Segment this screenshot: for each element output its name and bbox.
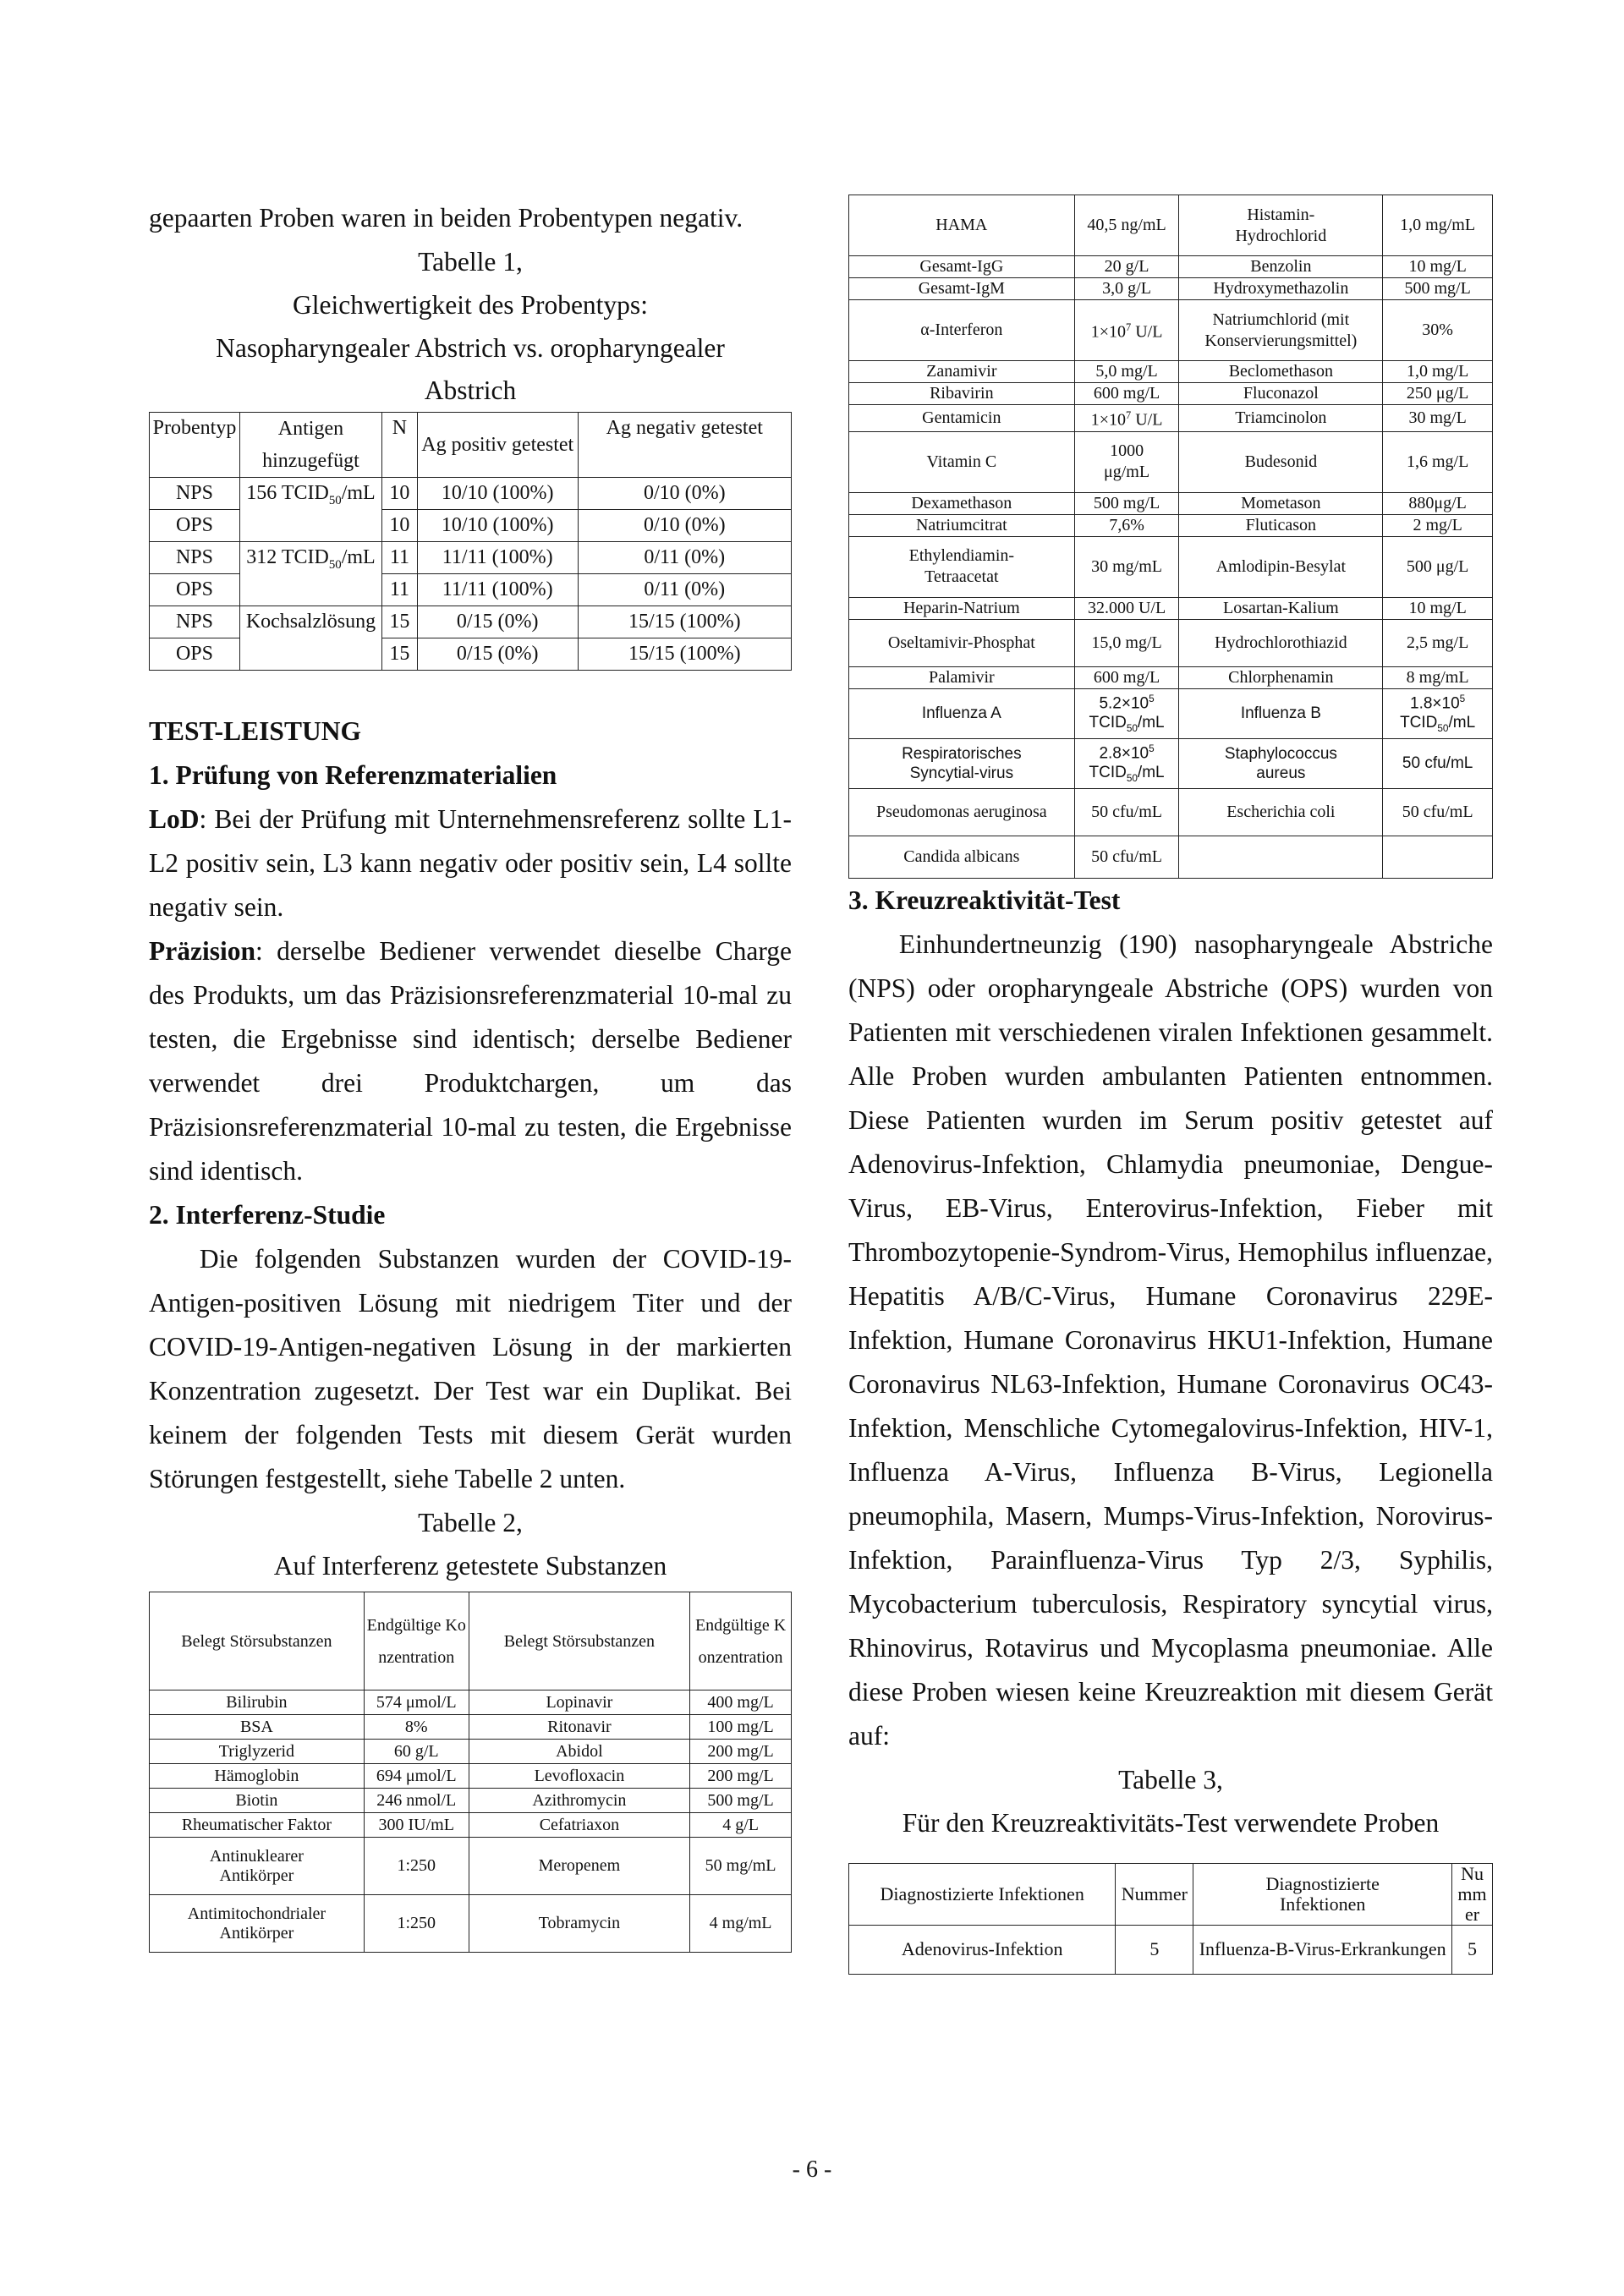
- cell: Meropenem: [469, 1838, 690, 1895]
- value: 2.8×10: [1099, 744, 1149, 763]
- subsection-title: 1. Prüfung von Referenzmaterialien: [149, 760, 557, 790]
- value: 1×10: [1090, 410, 1126, 430]
- cell: 5: [1116, 1925, 1193, 1974]
- lod-paragraph: [149, 797, 792, 929]
- sub-50: 50: [328, 557, 342, 572]
- cell: Antimitochondrialer Antikörper: [150, 1895, 365, 1953]
- lod-text: : Bei der Prüfung mit Unternehmensreferenz sollte L1-L2 positiv sein, L3 kann negativ oder positiv sein, L4 sollte negativ sein.: [149, 804, 792, 922]
- cell: HAMA: [849, 195, 1075, 256]
- caption-line: Gleichwertigkeit des Probentyps:: [293, 290, 648, 320]
- cell: [1074, 405, 1179, 432]
- cell: 1000 μg/mL: [1074, 431, 1179, 492]
- right-column: [848, 195, 1493, 1975]
- cell: OPS: [150, 638, 240, 671]
- cell: NPS: [150, 606, 240, 638]
- cell: 100 mg/L: [690, 1715, 792, 1740]
- table-row: [150, 1838, 792, 1895]
- cell: Gentamicin: [849, 405, 1075, 432]
- header-cell: Diagnostizierte Infektionen: [849, 1863, 1116, 1925]
- cell: 50 cfu/mL: [1074, 788, 1179, 836]
- cell: 0/11 (0%): [578, 574, 791, 606]
- precision-text: : derselbe Bediener verwendet dieselbe Charge des Produkts, um das Präzisionsreferenzmaterial 10-mal zu testen, die Ergebnisse sind identisch; derselbe Bediener verwendet drei Produktchargen, um das Präzisionsreferenzmaterial 10-mal zu testen, die Ergebnisse sind identisch.: [149, 936, 792, 1186]
- cell: 10: [381, 510, 417, 542]
- cell: Dexamethason: [849, 492, 1075, 514]
- cell: Vitamin C: [849, 431, 1075, 492]
- cell: 250 μg/L: [1383, 383, 1493, 405]
- cell: 0/15 (0%): [417, 606, 578, 638]
- table-row: [849, 666, 1493, 688]
- cell: 1:250: [364, 1838, 469, 1895]
- cell: Beclomethason: [1179, 361, 1383, 383]
- table-row: [849, 195, 1493, 256]
- sub-50: 50: [1126, 772, 1138, 784]
- sub-50: 50: [1126, 722, 1138, 734]
- cell: 2 mg/L: [1383, 514, 1493, 536]
- cell: 30 mg/mL: [1074, 536, 1179, 597]
- cell: [1383, 688, 1493, 738]
- table-row: [849, 492, 1493, 514]
- cell: Benzolin: [1179, 256, 1383, 278]
- cell: 500 mg/L: [690, 1789, 792, 1813]
- unit: /mL: [341, 546, 376, 568]
- cell: 15: [381, 638, 417, 671]
- cell: Fluconazol: [1179, 383, 1383, 405]
- unit: TCID: [1089, 713, 1127, 732]
- cell: [1074, 300, 1179, 361]
- cell: 32.000 U/L: [1074, 597, 1179, 619]
- cell: 600 mg/L: [1074, 383, 1179, 405]
- cell: 0/15 (0%): [417, 638, 578, 671]
- cell: Natriumchlorid (mit Konservierungsmittel): [1179, 300, 1383, 361]
- cell: 600 mg/L: [1074, 666, 1179, 688]
- table-row: [150, 1813, 792, 1838]
- unit: /mL: [1137, 764, 1165, 782]
- table-row: [849, 405, 1493, 432]
- unit: TCID: [1400, 713, 1438, 732]
- table-row: [150, 478, 792, 510]
- table-row: [150, 1764, 792, 1789]
- cell: 2,5 mg/L: [1383, 619, 1493, 666]
- intro-paragraph: gepaarten Proben waren in beiden Probentypen negativ.: [149, 203, 743, 233]
- table3: [848, 1863, 1493, 1975]
- header-cell: Endgültige Konzentration: [690, 1592, 792, 1690]
- table-row: [849, 300, 1493, 361]
- sub-50: 50: [328, 493, 342, 507]
- cell: Losartan-Kalium: [1179, 597, 1383, 619]
- table-row: [150, 1715, 792, 1740]
- header-cell: N: [381, 413, 417, 478]
- cell: 400 mg/L: [690, 1690, 792, 1715]
- table2-continued: [848, 195, 1493, 879]
- cell: Biotin: [150, 1789, 365, 1813]
- header-cell: Endgültige Konzentration: [364, 1592, 469, 1690]
- cell: α-Interferon: [849, 300, 1075, 361]
- cell: Adenovirus-Infektion: [849, 1925, 1116, 1974]
- cell: 15/15 (100%): [578, 606, 791, 638]
- cell: Hydroxymethazolin: [1179, 278, 1383, 300]
- sub-50: 50: [1437, 722, 1449, 734]
- unit: TCID: [1089, 764, 1127, 782]
- cell: Levofloxacin: [469, 1764, 690, 1789]
- table-row: [849, 1925, 1493, 1974]
- exponent: 5: [1149, 743, 1155, 754]
- cell: 50 cfu/mL: [1383, 788, 1493, 836]
- subsection-title: 2. Interferenz-Studie: [149, 1200, 386, 1230]
- cell: 5: [1452, 1925, 1493, 1974]
- cell: 246 nmol/L: [364, 1789, 469, 1813]
- antigen-cell: Kochsalzlösung: [239, 606, 381, 671]
- precision-paragraph: [149, 929, 792, 1193]
- table-row: [849, 536, 1493, 597]
- antigen-cell: [239, 542, 381, 606]
- header-cell: Probentyp: [150, 413, 240, 478]
- value: 1×10: [1090, 322, 1126, 342]
- cell: 0/10 (0%): [578, 478, 791, 510]
- table-row: [849, 361, 1493, 383]
- cell: Gesamt-IgM: [849, 278, 1075, 300]
- table1-caption: [149, 240, 792, 412]
- cell: Bilirubin: [150, 1690, 365, 1715]
- cell: 8%: [364, 1715, 469, 1740]
- table3-caption: Für den Kreuzreaktivitäts-Test verwendete Proben: [902, 1807, 1440, 1838]
- cell: Ribavirin: [849, 383, 1075, 405]
- cell: 11: [381, 574, 417, 606]
- table-header-row: [150, 413, 792, 478]
- cell: 1:250: [364, 1895, 469, 1953]
- cell: Pseudomonas aeruginosa: [849, 788, 1075, 836]
- cell: Triglyzerid: [150, 1740, 365, 1764]
- cell: Oseltamivir-Phosphat: [849, 619, 1075, 666]
- table-header-row: [150, 1592, 792, 1690]
- cell: OPS: [150, 510, 240, 542]
- cell: 3,0 g/L: [1074, 278, 1179, 300]
- cell: NPS: [150, 542, 240, 574]
- cell: 300 IU/mL: [364, 1813, 469, 1838]
- cell: Ritonavir: [469, 1715, 690, 1740]
- antigen-value: 312 TCID: [246, 546, 329, 568]
- exponent: 7: [1125, 409, 1132, 421]
- cell: 10: [381, 478, 417, 510]
- cell: 0/11 (0%): [578, 542, 791, 574]
- cell: Palamivir: [849, 666, 1075, 688]
- table-row: [849, 514, 1493, 536]
- cell: 1,0 mg/mL: [1383, 195, 1493, 256]
- cell: Zanamivir: [849, 361, 1075, 383]
- cell: 0/10 (0%): [578, 510, 791, 542]
- table-header-row: [849, 1863, 1493, 1925]
- cell: 10/10 (100%): [417, 510, 578, 542]
- cross-reactivity-paragraph: Einhundertneunzig (190) nasopharyngeale Abstriche (NPS) oder oropharyngeale Abstriche (OPS) wurden von Patienten mit verschiedenen viralen Infektionen gesammelt. Alle Proben wurden ambulanten Patienten entnommen. Diese Patienten wurden im Serum positiv getestet auf Adenovirus-Infektion, Chlamydia pneumoniae, Dengue-Virus, EB-Virus, Enterovirus-Infektion, Fieber mit Thrombozytopenie-Syndrom-Virus, Hemophilus influenzae, Hepatitis A/B/C-Virus, Humane Coronavirus 229E-Infektion, Humane Coronavirus HKU1-Infektion, Humane Coronavirus NL63-Infektion, Humane Coronavirus OC43-Infektion, Menschliche Cytomegalovirus-Infektion, HIV-1, Influenza A-Virus, Influenza B-Virus, Legionella pneumophila, Masern, Mumps-Virus-Infektion, Norovirus-Infektion, Parainfluenza-Virus Typ 2/3, Syphilis, Mycobacterium tuberculosis, Respiratory syncytial virus, Rhinovirus, Rotavirus und Mycoplasma pneumoniae. Alle diese Proben wiesen keine Kreuzreaktion mit diesem Gerät auf:: [848, 929, 1493, 1751]
- caption-line: Tabelle 1,: [418, 247, 523, 277]
- empty-cell: [1179, 836, 1383, 878]
- cell: 50 mg/mL: [690, 1838, 792, 1895]
- unit: /mL: [341, 482, 376, 504]
- cell: Azithromycin: [469, 1789, 690, 1813]
- cell: OPS: [150, 574, 240, 606]
- table-row: [849, 431, 1493, 492]
- cell: 10 mg/L: [1383, 256, 1493, 278]
- cell: 7,6%: [1074, 514, 1179, 536]
- cell: Fluticason: [1179, 514, 1383, 536]
- cell: 200 mg/L: [690, 1740, 792, 1764]
- cell: Heparin-Natrium: [849, 597, 1075, 619]
- table-row: [849, 836, 1493, 878]
- cell: Triamcinolon: [1179, 405, 1383, 432]
- interference-paragraph: Die folgenden Substanzen wurden der COVID-19-Antigen-positiven Lösung mit niedrigem Titer und der COVID-19-Antigen-negativen Lösung in der markierten Konzentration zugesetzt. Der Test war ein Duplikat. Bei keinem der folgenden Tests mit diesem Gerät wurden Störungen festgestellt, siehe Tabelle 2 unten.: [149, 1244, 792, 1493]
- table-row: [849, 788, 1493, 836]
- unit: U/L: [1131, 410, 1163, 430]
- cell: 40,5 ng/mL: [1074, 195, 1179, 256]
- cell: Mometason: [1179, 492, 1383, 514]
- cell: Respiratorisches Syncytial-virus: [849, 738, 1075, 788]
- cell: Tobramycin: [469, 1895, 690, 1953]
- cell: 60 g/L: [364, 1740, 469, 1764]
- cell: 574 μmol/L: [364, 1690, 469, 1715]
- cell: Rheumatischer Faktor: [150, 1813, 365, 1838]
- cell: 694 μmol/L: [364, 1764, 469, 1789]
- table-row: [150, 1895, 792, 1953]
- cell: 200 mg/L: [690, 1764, 792, 1789]
- table-row: [849, 619, 1493, 666]
- cell: Histamin-Hydrochlorid: [1179, 195, 1383, 256]
- caption-line: Nasopharyngealer Abstrich vs. oropharyngealer: [216, 333, 725, 363]
- cell: 4 mg/mL: [690, 1895, 792, 1953]
- value: 5.2×10: [1099, 693, 1149, 712]
- exponent: 7: [1125, 321, 1132, 334]
- cell: 15/15 (100%): [578, 638, 791, 671]
- cell: Hämoglobin: [150, 1764, 365, 1789]
- cell: 30%: [1383, 300, 1493, 361]
- exponent: 5: [1149, 693, 1155, 704]
- cell: 30 mg/L: [1383, 405, 1493, 432]
- header-cell: Diagnostizierte Infektionen: [1193, 1863, 1452, 1925]
- table-row: [849, 738, 1493, 788]
- cell: 8 mg/mL: [1383, 666, 1493, 688]
- cell: Candida albicans: [849, 836, 1075, 878]
- table2-caption: Auf Interferenz getestete Substanzen: [273, 1551, 667, 1581]
- section-title: TEST-LEISTUNG: [149, 716, 361, 746]
- table-row: [849, 597, 1493, 619]
- cell: 20 g/L: [1074, 256, 1179, 278]
- cell: 11: [381, 542, 417, 574]
- left-column: [149, 196, 792, 1953]
- cell: 10/10 (100%): [417, 478, 578, 510]
- header-cell: Ag negativ getestet: [578, 413, 791, 478]
- header-cell: Nummer: [1116, 1863, 1193, 1925]
- cell: 5,0 mg/L: [1074, 361, 1179, 383]
- cell: 15: [381, 606, 417, 638]
- header-cell: Antigen hinzugefügt: [239, 413, 381, 478]
- table3-caption: Tabelle 3,: [1118, 1764, 1223, 1795]
- cell: Lopinavir: [469, 1690, 690, 1715]
- exponent: 5: [1459, 693, 1466, 704]
- table-row: [150, 1740, 792, 1764]
- precision-label: Präzision: [149, 936, 255, 966]
- cell: Cefatriaxon: [469, 1813, 690, 1838]
- table-row: [150, 542, 792, 574]
- table2-caption: Tabelle 2,: [418, 1508, 523, 1537]
- cell: Natriumcitrat: [849, 514, 1075, 536]
- cell: Abidol: [469, 1740, 690, 1764]
- table-row: [150, 606, 792, 638]
- cell: Influenza-B-Virus-Erkrankungen: [1193, 1925, 1452, 1974]
- unit: /mL: [1137, 713, 1165, 732]
- table-row: [849, 256, 1493, 278]
- cell: [1074, 688, 1179, 738]
- cell: 11/11 (100%): [417, 542, 578, 574]
- header-cell: Belegt Störsubstanzen: [469, 1592, 690, 1690]
- table1: [149, 412, 792, 671]
- cell: Antinuklearer Antikörper: [150, 1838, 365, 1895]
- cell: Staphylococcus aureus: [1179, 738, 1383, 788]
- subsection-title: 3. Kreuzreaktivität-Test: [848, 885, 1121, 915]
- cell: Chlorphenamin: [1179, 666, 1383, 688]
- cell: 15,0 mg/L: [1074, 619, 1179, 666]
- unit: U/L: [1131, 322, 1163, 342]
- cell: BSA: [150, 1715, 365, 1740]
- cell: Hydrochlorothiazid: [1179, 619, 1383, 666]
- table-row: [849, 383, 1493, 405]
- page-number: - 6 -: [792, 2156, 832, 2183]
- cell: 500 mg/L: [1074, 492, 1179, 514]
- cell: Budesonid: [1179, 431, 1383, 492]
- cell: NPS: [150, 478, 240, 510]
- unit: /mL: [1448, 713, 1476, 732]
- cell: [1074, 738, 1179, 788]
- antigen-cell: [239, 478, 381, 542]
- lod-label: LoD: [149, 804, 200, 834]
- table-row: [849, 688, 1493, 738]
- header-cell: Ag positiv getestet: [417, 413, 578, 478]
- cell: Influenza A: [849, 688, 1075, 738]
- empty-cell: [1383, 836, 1493, 878]
- cell: Escherichia coli: [1179, 788, 1383, 836]
- value: 1.8×10: [1410, 693, 1460, 712]
- cell: 500 μg/L: [1383, 536, 1493, 597]
- table-row: [849, 278, 1493, 300]
- cell: Ethylendiamin-Tetraacetat: [849, 536, 1075, 597]
- table-row: [150, 1690, 792, 1715]
- cell: Influenza B: [1179, 688, 1383, 738]
- cell: 11/11 (100%): [417, 574, 578, 606]
- cell: 50 cfu/mL: [1074, 836, 1179, 878]
- cell: 4 g/L: [690, 1813, 792, 1838]
- cell: 10 mg/L: [1383, 597, 1493, 619]
- header-cell: Nummer: [1452, 1863, 1493, 1925]
- cell: 1,0 mg/L: [1383, 361, 1493, 383]
- cell: Gesamt-IgG: [849, 256, 1075, 278]
- cell: Amlodipin-Besylat: [1179, 536, 1383, 597]
- cell: 500 mg/L: [1383, 278, 1493, 300]
- header-cell: Belegt Störsubstanzen: [150, 1592, 365, 1690]
- table-row: [150, 1789, 792, 1813]
- antigen-value: 156 TCID: [246, 482, 329, 504]
- cell: 50 cfu/mL: [1383, 738, 1493, 788]
- cell: 1,6 mg/L: [1383, 431, 1493, 492]
- cell: 880μg/L: [1383, 492, 1493, 514]
- caption-line: Abstrich: [424, 375, 517, 405]
- table2: [149, 1592, 792, 1953]
